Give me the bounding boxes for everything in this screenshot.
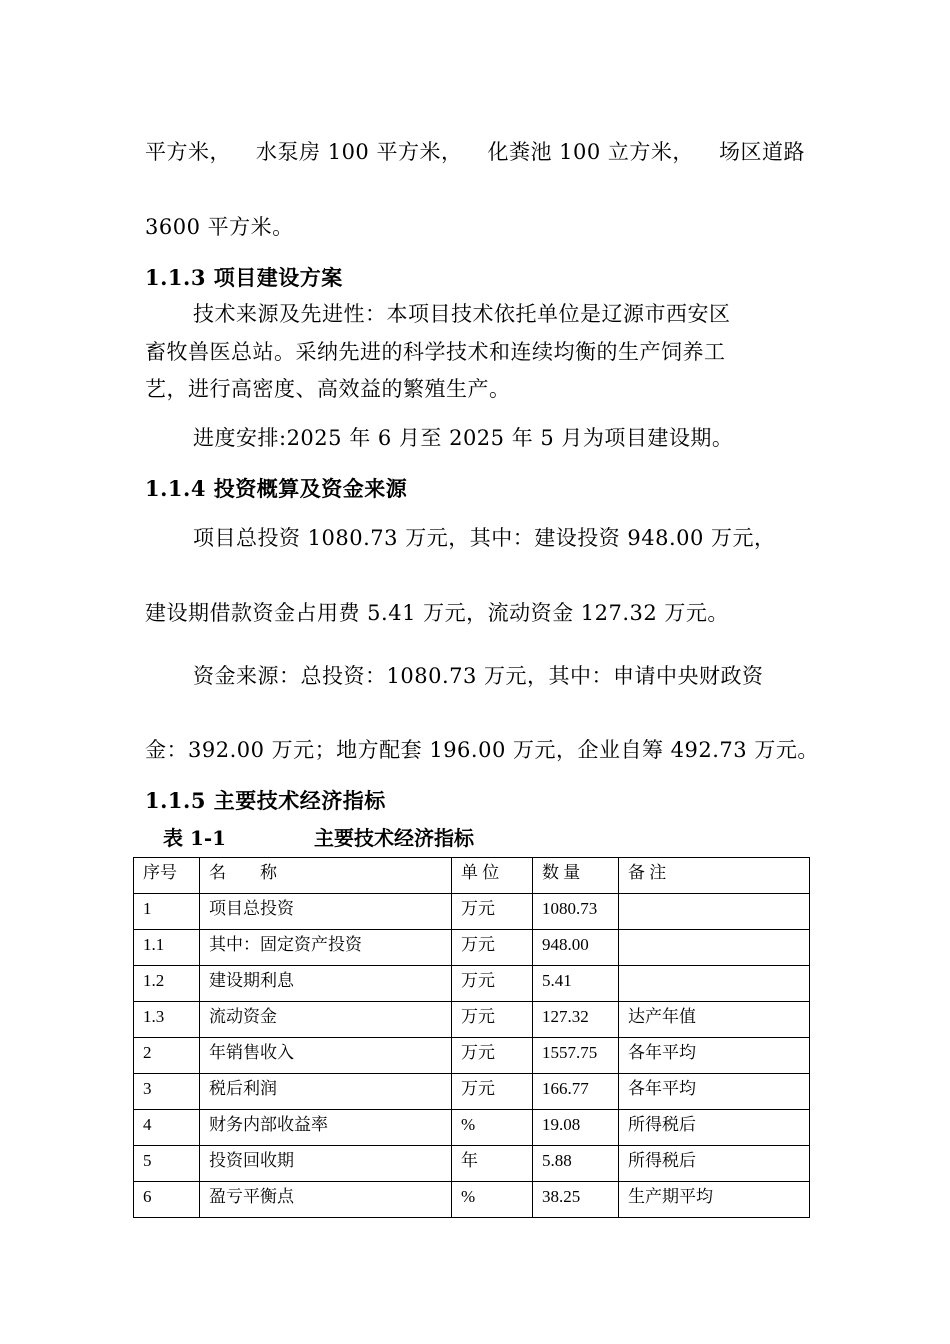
table-cell: 1.3: [134, 1002, 200, 1038]
table-cell: 建设期利息: [200, 966, 452, 1002]
table-row: [134, 966, 810, 1002]
text-segment: 化粪池 100 立方米，: [487, 140, 694, 164]
table-cell: [619, 894, 810, 930]
table-cell: 1557.75: [533, 1038, 619, 1074]
table-cell: 3: [134, 1074, 200, 1110]
table-cell: 流动资金: [200, 1002, 452, 1038]
table-cell: 1080.73: [533, 894, 619, 930]
paragraph-line: 技术来源及先进性：本项目技术依托单位是辽源市西安区: [193, 302, 731, 326]
table-row: [134, 1182, 810, 1218]
table-cell: 万元: [452, 1074, 533, 1110]
text-segment: 场区道路: [718, 140, 805, 164]
table-cell: 年: [452, 1146, 533, 1182]
text-segment: 平方米，: [145, 140, 231, 164]
paragraph-line: 3600 平方米。: [145, 215, 294, 239]
paragraph-line: 进度安排:2025 年 6 月至 2025 年 5 月为项目建设期。: [193, 426, 734, 450]
paragraph-line: 畜牧兽医总站。采纳先进的科学技术和连续均衡的生产饲养工: [145, 340, 726, 364]
table-cell: 盈亏平衡点: [200, 1182, 452, 1218]
text-segment: 水泵房 100 平方米，: [256, 140, 463, 164]
table-cell: 达产年值: [619, 1002, 810, 1038]
table-cell: 1: [134, 894, 200, 930]
table-cell: 各年平均: [619, 1074, 810, 1110]
table-cell: 万元: [452, 1002, 533, 1038]
table-row: [134, 1038, 810, 1074]
table-cell: 税后利润: [200, 1074, 452, 1110]
table-cell: 财务内部收益率: [200, 1110, 452, 1146]
header-cell: 备 注: [619, 858, 810, 894]
paragraph-line: 艺，进行高密度、高效益的繁殖生产。: [145, 377, 511, 401]
table-cell: 1.1: [134, 930, 200, 966]
table-caption-number: 表 1-1: [163, 826, 227, 850]
section-heading-1-1-5: 1.1.5 主要技术经济指标: [145, 788, 386, 813]
section-heading-1-1-4: 1.1.4 投资概算及资金来源: [145, 476, 408, 501]
table-cell: 5.41: [533, 966, 619, 1002]
table-cell: 1.2: [134, 966, 200, 1002]
table-cell: 各年平均: [619, 1038, 810, 1074]
table-cell: 2: [134, 1038, 200, 1074]
table-cell: 万元: [452, 966, 533, 1002]
table-cell: 127.32: [533, 1002, 619, 1038]
header-cell: 单 位: [452, 858, 533, 894]
paragraph-line: [145, 136, 805, 166]
table-cell: 948.00: [533, 930, 619, 966]
table-caption-title: 主要技术经济指标: [314, 826, 474, 850]
table-cell: 4: [134, 1110, 200, 1146]
table-cell: 19.08: [533, 1110, 619, 1146]
table-row: [134, 930, 810, 966]
table-cell: 5.88: [533, 1146, 619, 1182]
table-cell: 所得税后: [619, 1146, 810, 1182]
table-row: [134, 894, 810, 930]
paragraph-line: 资金来源：总投资：1080.73 万元，其中：申请中央财政资: [193, 664, 764, 688]
table-row: [134, 1002, 810, 1038]
header-cell: 数 量: [533, 858, 619, 894]
table-row: [134, 1146, 810, 1182]
paragraph-line: 项目总投资 1080.73 万元，其中：建设投资 948.00 万元，: [193, 526, 776, 550]
table-cell: 年销售收入: [200, 1038, 452, 1074]
table-cell: [619, 966, 810, 1002]
table-cell: 投资回收期: [200, 1146, 452, 1182]
table-cell: 6: [134, 1182, 200, 1218]
table-cell: [619, 930, 810, 966]
table-cell: 万元: [452, 930, 533, 966]
table-row: [134, 1110, 810, 1146]
table-cell: 生产期平均: [619, 1182, 810, 1218]
header-cell: 名 称: [200, 858, 452, 894]
table-header-row: [134, 858, 810, 894]
table-cell: 所得税后: [619, 1110, 810, 1146]
section-heading-1-1-3: 1.1.3 项目建设方案: [145, 265, 343, 290]
table-cell: %: [452, 1110, 533, 1146]
paragraph-line: 金：392.00 万元；地方配套 196.00 万元，企业自筹 492.73 万元。: [145, 738, 819, 762]
header-cell: 序号: [134, 858, 200, 894]
table-cell: 万元: [452, 1038, 533, 1074]
table-cell: %: [452, 1182, 533, 1218]
table-cell: 万元: [452, 894, 533, 930]
table-cell: 38.25: [533, 1182, 619, 1218]
indicators-table: [133, 857, 810, 1218]
paragraph-line: 建设期借款资金占用费 5.41 万元，流动资金 127.32 万元。: [145, 601, 729, 625]
table-cell: 166.77: [533, 1074, 619, 1110]
table-cell: 5: [134, 1146, 200, 1182]
table-cell: 其中：固定资产投资: [200, 930, 452, 966]
table-row: [134, 1074, 810, 1110]
table-cell: 项目总投资: [200, 894, 452, 930]
